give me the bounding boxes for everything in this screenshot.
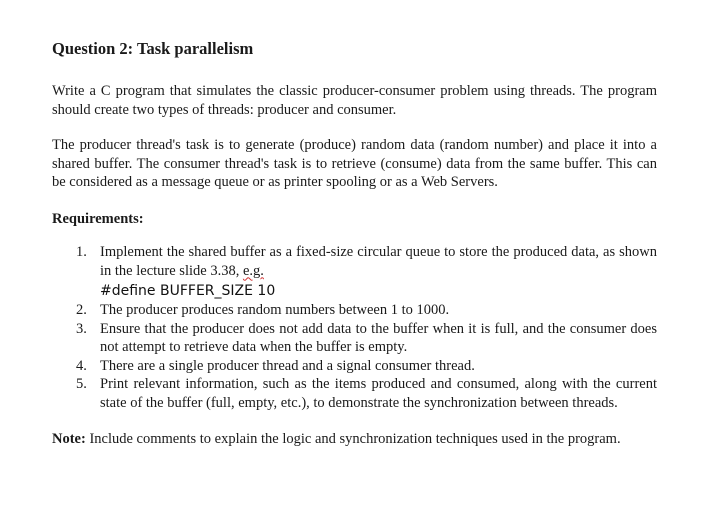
requirement-text: Print relevant information, such as the items produced and consumed, along with the current state of the buffer (full, empty, etc.), to demonstrate the synchronization between threads.: [100, 376, 657, 411]
requirement-item-4: [52, 357, 657, 376]
requirement-number: 5.: [76, 376, 87, 392]
requirement-text: The producer produces random numbers between 1 to 1000.: [100, 302, 450, 318]
requirement-number: 3.: [76, 320, 87, 337]
requirement-number: 4.: [76, 357, 87, 374]
note-label: Note:: [52, 431, 86, 447]
note-paragraph: [52, 430, 657, 449]
question-heading: Question 2: Task parallelism: [52, 39, 254, 58]
requirement-text: Implement the shared buffer as a fixed-size circular queue to store the produced data, as shown in the lecture slide 3.38,: [100, 244, 657, 279]
requirements-heading: Requirements:: [52, 210, 144, 227]
requirements-list: [52, 243, 657, 412]
intro-paragraph: Write a C program that simulates the classic producer-consumer problem using threads. The program should create two types of threads: producer and consumer.: [52, 83, 657, 118]
description-paragraph: The producer thread's task is to generate (produce) random data (random number) and place it into a shared buffer. The consumer thread's task is to retrieve (consume) data from the same buffer. This can be considered as a message queue or as printer spooling or as a Web Servers.: [52, 137, 657, 190]
code-snippet: #define BUFFER_SIZE 10: [100, 283, 276, 299]
spellcheck-flagged-word: e.g.: [242, 262, 264, 279]
requirement-item-1: [52, 243, 657, 301]
requirement-text: There are a single producer thread and a signal consumer thread.: [100, 357, 475, 374]
requirement-item-3: [52, 320, 657, 357]
requirement-number: 2.: [76, 302, 87, 318]
requirement-number: 1.: [76, 244, 87, 260]
requirement-item-2: [52, 301, 657, 320]
document-page: [52, 38, 657, 463]
requirement-text: Ensure that the producer does not add data to the buffer when it is full, and the consumer does not attempt to retrieve data when the buffer is empty.: [100, 320, 657, 355]
requirement-item-5: [52, 375, 657, 412]
note-text: Include comments to explain the logic and synchronization techniques used in the program.: [89, 431, 621, 447]
